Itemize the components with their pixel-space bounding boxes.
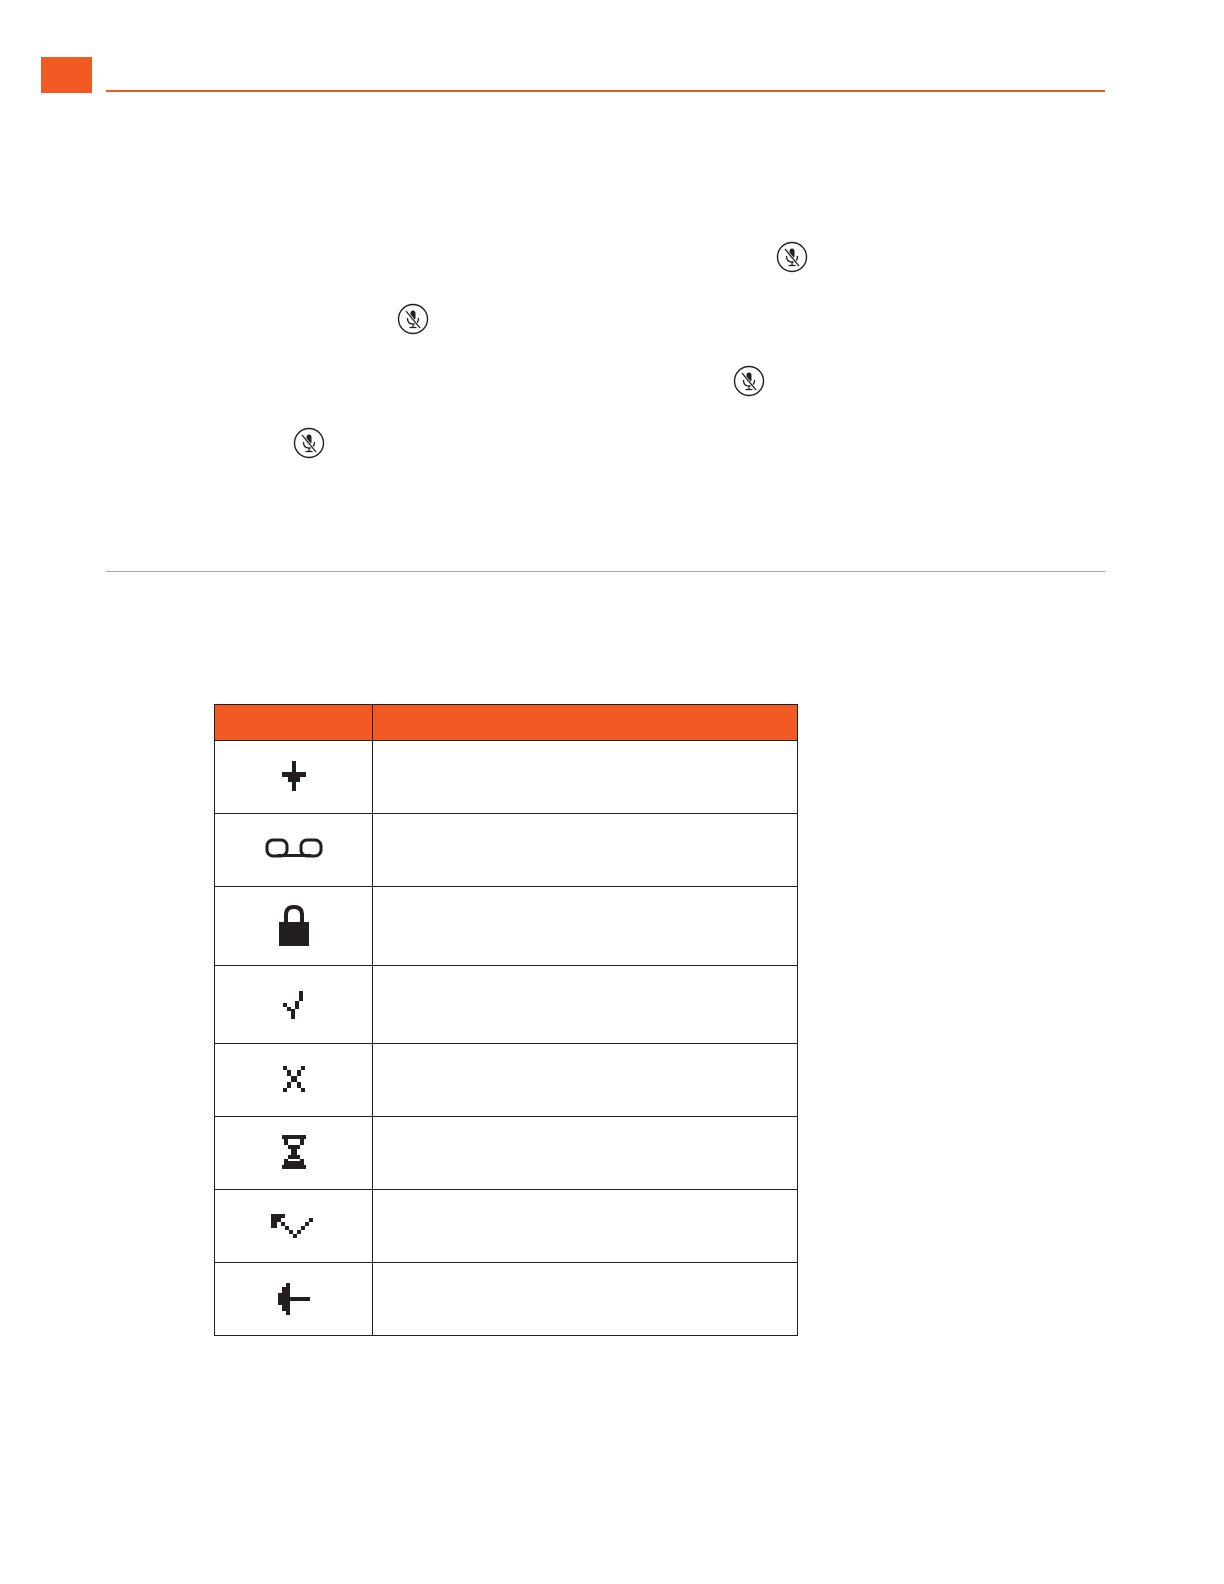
icon-cell xyxy=(215,1117,373,1190)
description-cell xyxy=(373,1263,798,1336)
description-cell xyxy=(373,741,798,814)
table-header-row xyxy=(215,705,798,741)
microphone-mute-icon xyxy=(733,365,765,397)
hourglass-icon xyxy=(279,1133,309,1173)
icon-cell xyxy=(215,1263,373,1336)
arrow-left-icon xyxy=(274,1281,314,1317)
microphone-mute-icon xyxy=(293,427,325,459)
icon-cell xyxy=(215,741,373,814)
table-row xyxy=(215,814,798,887)
icon-column-header xyxy=(215,705,373,741)
description-cell xyxy=(373,814,798,887)
icon-cell xyxy=(215,1190,373,1263)
icon-cell xyxy=(215,814,373,887)
table-row xyxy=(215,1044,798,1117)
voicemail-icon xyxy=(264,835,324,865)
description-cell xyxy=(373,1190,798,1263)
table-row xyxy=(215,966,798,1044)
icon-cell xyxy=(215,966,373,1044)
status-icon-table xyxy=(214,704,798,1336)
description-cell xyxy=(373,1117,798,1190)
checkmark-icon xyxy=(279,987,309,1023)
table-row xyxy=(215,887,798,966)
table-row xyxy=(215,1263,798,1336)
pin-icon xyxy=(279,759,309,795)
x-mark-icon xyxy=(279,1062,309,1098)
description-cell xyxy=(373,887,798,966)
icon-cell xyxy=(215,1044,373,1117)
lock-icon xyxy=(277,904,311,948)
header-rule xyxy=(106,90,1105,92)
microphone-mute-icon xyxy=(776,241,808,273)
call-return-check-icon xyxy=(269,1210,319,1242)
microphone-mute-icon xyxy=(397,303,429,335)
page-number-tab xyxy=(41,57,92,93)
table-row xyxy=(215,1190,798,1263)
icon-cell xyxy=(215,887,373,966)
description-cell xyxy=(373,966,798,1044)
table-row xyxy=(215,741,798,814)
section-divider xyxy=(106,571,1105,572)
description-cell xyxy=(373,1044,798,1117)
description-column-header xyxy=(373,705,798,741)
table-row xyxy=(215,1117,798,1190)
